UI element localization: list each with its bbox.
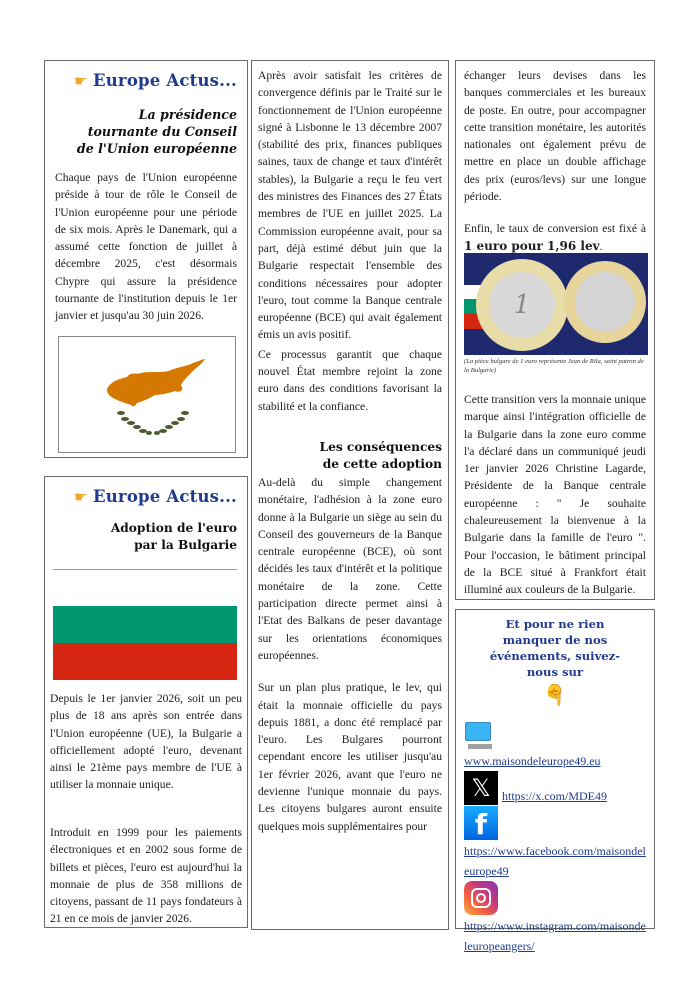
instagram-logo-icon [464,881,498,915]
pointing-hand-icon: ☚ [73,71,87,90]
olive-branches-icon [117,411,189,435]
one-euro-coin-common-side: 1 [476,259,568,351]
box-header [55,487,237,506]
conversion-rate-text: Enfin, le taux de conversion est fixé à 1 euro pour 1,96 lev. [464,222,646,253]
article-subtitle: Adoption de l'euro par la Bulgarie [110,521,237,552]
website-link[interactable]: www.maisondeleurope49.eu [464,754,601,768]
article-paragraph: Introduit en 1999 pour les paiements électroniques et en 2002 sous forme de billets et pièces, l'euro est aujourd'hui la monnaie de plus de 358 millions de citoyens, passant de 11 pays fondateurs à 21 en ce mois de janvier 2026. [50,826,242,926]
article-subtitle: La présidence tournante du Conseil de l'Union européenne [76,107,237,156]
article-paragraph: Chaque pays de l'Union européenne préside à tour de rôle le Conseil de l'Union européenne pour une période de six mois. Après le Danemark, qui a assumé cette fonction de juillet à décembre 2025, c'est désormais Chypre qui assure la présidence tournante de l'institution depuis le 1er janvier et jusqu'au 30 juin 2026. [55,171,237,323]
header-title: Europe Actus... [92,487,237,506]
article-paragraph: Cette transition vers la monnaie unique marque ainsi l'intégration officielle de la Bulgarie dans la zone euro comme l'a déclaré dans un communiqué jeudi 1er janvier 2026 Christine Lagarde, Présidente de la Banque centrale européenne : " Je souhaite chaleureusement la bienvenue à la Bulgarie dans la famille de l'euro ". Pour l'occasion, le bâtiment principal de la BCE situé à Frankfort était illuminé aux couleurs de la Bulgarie. [464,393,646,597]
image-caption: (La pièce bulgare de 1 euro représente Jean de Rila, saint patron de la Bulgarie) [464,358,644,374]
article-paragraph: Ce processus garantit que chaque nouvel État membre rejoint la zone euro dans des conditions favorisant la stabilité et la confiance. [258,347,442,413]
facebook-logo-icon: f [464,806,498,840]
website-link-row [464,720,646,770]
europe-actus-presidency-box [44,60,248,458]
cyprus-island-shape [107,359,205,406]
pointing-hand-icon: ☚ [73,487,87,506]
article-paragraph: échanger leurs devises dans les banques commerciales et les bureaux de poste. En outre, pour accompagner cette transition monétaire, les autorités nationales ont également prévu de mettre en place un double affichage des prix (euros/levs) sur une longue période. [464,69,646,204]
one-euro-coin-bulgarian-side [564,261,646,343]
article-paragraph: Sur un plan plus pratique, le lev, qui était la monnaie officielle du pays depuis 1881, a donc été remplacé par l'euro. Les Bulgares pourront cependant encore les utiliser jusqu'au 1er février 2026, avant que l'euro ne devienne l'unique monnaie du pays. Les citoyens bulgares auront ensuite quelques mois supplémentaires pour [258,681,442,833]
article-paragraph: Au-delà du simple changement monétaire, l'adhésion à la zone euro donne à la Bulgarie un siège au sein du Conseil des gouverneurs de la Banque centrale européenne (BCE), où sont décidés les taux d'intérêt et la politique monétaire de la zone. Cette participation directe permet ainsi à l'Etat des Balkans de peser davantage sur les orientations économiques européennes. [258,475,442,662]
instagram-link-row [464,881,646,955]
x-logo-icon: 𝕏 [464,771,498,805]
section-title: Les conséquences de cette adoption [319,439,442,471]
follow-title: Et pour ne rien manquer de nos événements, suivez-nous sur [489,617,621,679]
social-follow-box [455,609,655,953]
flag-stripe-green [53,606,237,643]
facebook-link-row [464,806,646,880]
flag-stripe-white [53,570,237,606]
article-paragraph: Après avoir satisfait les critères de convergence définis par le Traité sur le fonctionnement de l'Union européenne signé à Lisbonne le 13 décembre 2007 (stabilité des prix, finances publiques saines, taux de change et taux d'intérêt stables), la Bulgarie a reçu le feu vert des ministres des Finances des 27 États membres de l'UE en juillet 2025. La Commission européenne avait, pour sa part, déjà estimé début juin que la Bulgarie respectait l'ensemble des conditions nécessaires pour adopter l'euro, tout comme la Banque centrale européenne (BCE) qui avait également émis un avis positif. [258,69,442,342]
pointing-down-hand-icon: ☝ [542,683,568,707]
main-article-column [251,60,449,930]
x-link-row [464,771,646,805]
euro-coin-image [464,253,648,355]
cyprus-flag-image [58,336,236,453]
conversion-article-box [455,60,655,600]
facebook-link[interactable]: https://www.facebook.com/maisondeleurope49 [464,844,646,878]
computer-icon [464,720,494,750]
bulgaria-flag-image [53,569,237,679]
box-header [55,71,237,90]
conversion-rate-value: 1 euro pour 1,96 lev [464,238,600,253]
flag-stripe-red [53,643,237,680]
article-paragraph: Depuis le 1er janvier 2026, soit un peu plus de 18 ans après son entrée dans l'Union européenne (UE), la Bulgarie a officiellement adopté l'euro, devenant ainsi le 21ème pays membre de l'UE à utiliser la monnaie unique. [50,692,242,792]
header-title: Europe Actus... [92,71,237,90]
x-link[interactable]: https://x.com/MDE49 [502,789,607,803]
instagram-link[interactable]: https://www.instagram.com/maisondeleuropeangers/ [464,919,646,953]
europe-actus-euro-adoption-box [44,476,248,928]
